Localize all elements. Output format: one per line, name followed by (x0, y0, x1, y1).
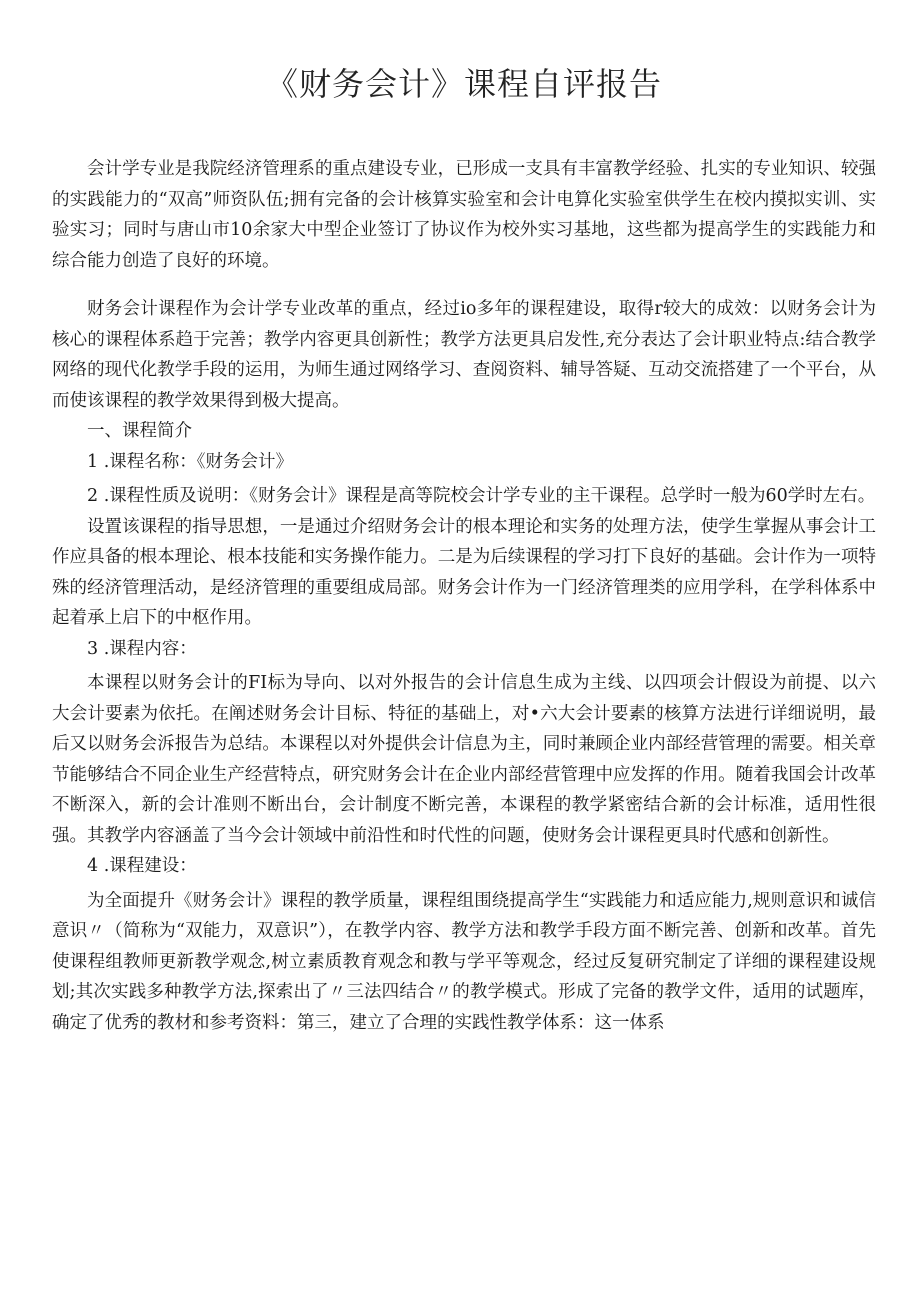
section-heading-course-intro: 一、课程简介 (87, 421, 192, 441)
course-content-detail: 本课程以财务会计的FI标为导向、以对外报告的会计信息生成为主线、以四项会计假设为前提、以六大会计要素为依托。在阐述财务会计目标、特征的基础上，对•六大会计要素的核算方法进行详细说明，最后又以财务会泝报告为总结。本课程以对外提供会计信息为主，同时兼顾企业内部经营管理的需要。相关章节能够结合不同企业生产经营特点，研究财务会计在企业内部经营管理中应发挥的作用。随着我国会计改革不断深入，新的会计准则不断出台，会计制度不断完善，本课程的教学紧密结合新的会计标准，适用性很强。其教学内容涵盖了当今会计领域中前沿性和时代性的问题，使财务会计课程更具时代感和创新性。 (52, 673, 876, 846)
document-title: 《财务会计》课程自评报告 (265, 65, 662, 103)
intro-paragraph-2: 财务会计课程作为会计学专业改革的重点，经过io多年的课程建设，取得r较大的成效：以财务会计为核心的课程体系趋于完善；教学内容更具创新性；教学方法更具启发性,充分表达了会计职业特点:结合教学网络的现代化教学手段的运用，为师生通过网络学习、查阅资料、辅导答疑、互动交流搭建了一个平台，从而使该课程的教学效果得到极大提高。 (52, 299, 876, 411)
course-nature-detail: 设置该课程的指导思想，一是通过介绍财务会计的根本理论和实务的处理方法，使学生掌握从事会计工作应具备的根本理论、根本技能和实务操作能力。二是为后续课程的学习打下良好的基础。会计作为一项特殊的经济管理活动，是经济管理的重要组成局部。财务会计作为一门经济管理类的应用学科，在学科体系中起着承上启下的中枢作用。 (52, 516, 876, 628)
item-course-name: 1 .课程名称：《财务会计》 (87, 451, 294, 472)
course-construction-detail: 为全面提升《财务会计》课程的教学质量，课程组围绕提高学生“实践能力和适应能力,规则意识和诚信意识〃（简称为“双能力，双意识”），在教学内容、教学方法和教学手段方面不断完善、创新和改革。首先使课程组教师更新教学观念,树立素质教育观念和教与学平等观念，经过反复研究制定了详细的课程建设规划;其次实践多种教学方法,探索出了〃三法四结合〃的教学模式。形成了完备的教学文件，适用的试题库，确定了优秀的教材和参考资料：第三，建立了合理的实践性教学体系：这一体系 (52, 890, 876, 1033)
item-course-construction: 4 .课程建设： (87, 856, 197, 876)
item-course-content: 3 .课程内容： (87, 638, 197, 659)
item-course-nature: 2 .课程性质及说明：《财务会计》课程是高等院校会计学专业的主干课程。总学时一般为60学时左右。 (87, 486, 876, 506)
intro-paragraph-1: 会计学专业是我院经济管理系的重点建设专业，已形成一支具有丰富教学经验、扎实的专业知识、较强的实践能力的“双高”师资队伍;拥有完备的会计核算实验室和会计电算化实验室供学生在校内摸拟实训、实验实习；同时与唐山市10余家大中型企业签订了协议作为校外实习基地，这些都为提高学生的实践能力和综合能力创造了良好的环境。 (52, 159, 876, 271)
